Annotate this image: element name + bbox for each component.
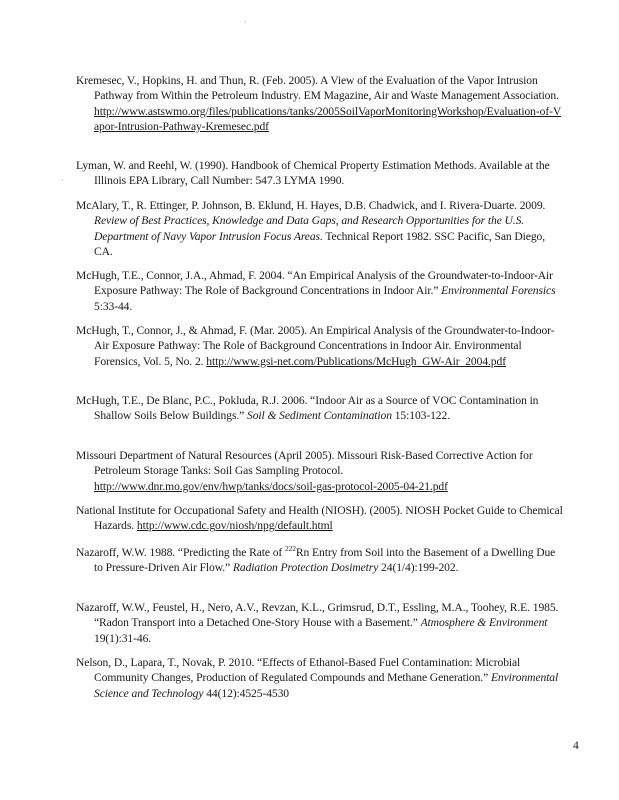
reference-journal: Environmental Science and Technology <box>94 671 559 700</box>
reference-text: McHugh, T.E., Connor, J.A., Ahmad, F. 2004. “An Empirical Analysis of the Groundwater-to-Indoor-Air Exposure Pathway: The Role of Background Concentrations in Indoor Air.” <box>76 269 553 298</box>
reference-niosh <box>76 503 564 534</box>
reference-text: McAlary, T., R. Ettinger, P. Johnson, B. Eklund, H. Hayes, D.B. Chadwick, and I. Rivera-Duarte. 2009. <box>76 199 546 212</box>
page-number: 4 <box>573 739 579 752</box>
reference-text: National Institute for Occupational Safety and Health (NIOSH). (2005). NIOSH Pocket Guide to Chemical Hazards. <box>76 504 563 533</box>
reference-link[interactable]: http://www.astswmo.org/files/publications/tanks/2005SoilVaporMonitoringWorkshop/Evaluation-of-Vapor-Intrusion-Pathway-Kremesec.pdf <box>94 104 562 133</box>
reference-title: Review of Best Practices, Knowledge and Data Gaps, and Research Opportunities for the U.S. Department of Navy Vapor Intrusion Focus Areas. <box>94 214 525 243</box>
reference-mchugh-2006 <box>76 393 564 424</box>
reference-text: 19(1):31-46. <box>94 631 152 645</box>
reference-link[interactable]: http://www.dnr.mo.gov/env/hwp/tanks/docs/soil-gas-protocol-2005-04-21.pdf <box>94 479 448 493</box>
isotope-superscript: 222 <box>284 544 296 554</box>
reference-text: McHugh, T., Connor, J., & Ahmad, F. (Mar. 2005). An Empirical Analysis of the Groundwater-to-Indoor-Air Exposure Pathway: The Role of Background Concentrations in Indoor Air. Environmental Forensics, Vol. 5, No. 2. <box>76 324 555 368</box>
reference-text: Nazaroff, W.W. 1988. “Predicting the Rate of <box>76 546 285 559</box>
reference-nelson <box>76 655 564 701</box>
reference-text: Technical Report 1982. SSC Pacific, San Diego, CA. <box>94 229 546 258</box>
reference-link[interactable]: http://www.cdc.gov/niosh/npg/default.html <box>136 519 333 533</box>
reference-kremesec <box>76 73 564 134</box>
reference-text: 5:33-44. <box>94 299 133 313</box>
reference-text: Nelson, D., Lapara, T., Novak, P. 2010. “Effects of Ethanol-Based Fuel Contamination: Microbial Community Changes, Production of Regulated Compounds and Methane Generation.” <box>76 656 521 685</box>
reference-nazaroff-1988 <box>76 545 564 576</box>
reference-journal: Atmosphere & Environment <box>420 616 548 630</box>
reference-text: Missouri Department of Natural Resources (April 2005). Missouri Risk-Based Corrective Action for Petroleum Storage Tanks: Soil Gas Sampling Protocol. <box>76 449 533 478</box>
reference-text: Rn Entry from Soil into the Basement of a Dwelling Due to Pressure-Driven Air Flow.” <box>94 546 556 575</box>
reference-nazaroff-1985 <box>76 600 564 646</box>
reference-text: Kremesec, V., Hopkins, H. and Thun, R. (Feb. 2005). A View of the Evaluation of the Vapor Intrusion Pathway from Within the Petroleum Industry. EM Magazine, Air and Waste Management Association. <box>76 74 559 103</box>
reference-lyman <box>76 158 564 189</box>
scan-speck: · <box>244 18 247 27</box>
reference-text: McHugh, T.E., De Blanc, P.C., Pokluda, R.J. 2006. “Indoor Air as a Source of VOC Contamination in Shallow Soils Below Buildings.” <box>76 394 539 423</box>
scan-speck: · <box>61 176 64 185</box>
reference-journal: Environmental Forensics <box>441 284 556 298</box>
reference-mcalary <box>76 198 564 259</box>
reference-text: 44(12):4525-4530 <box>203 686 289 700</box>
reference-missouri <box>76 448 564 494</box>
reference-text: Lyman, W. and Reehl, W. (1990). Handbook of Chemical Property Estimation Methods. Available at the Illinois EPA Library, Call Number: 547.3 LYMA 1990. <box>76 159 550 188</box>
reference-text: 15:103-122. <box>391 409 450 423</box>
reference-journal: Radiation Protection Dosimetry <box>232 561 379 575</box>
reference-text: Nazaroff, W.W., Feustel, H., Nero, A.V., Revzan, K.L., Grimsrud, D.T., Essling, M.A., Toohey, R.E. 1985. “Radon Transport into a Detached One-Story House with a Basement.” <box>76 601 559 630</box>
reference-mchugh-2004 <box>76 268 564 314</box>
reference-mchugh-2005 <box>76 323 564 369</box>
reference-journal: Soil & Sediment Contamination <box>247 409 392 423</box>
reference-link[interactable]: http://www.gsi-net.com/Publications/McHugh_GW-Air_2004.pdf <box>206 354 506 368</box>
reference-text: 24(1/4):199-202. <box>378 561 459 575</box>
